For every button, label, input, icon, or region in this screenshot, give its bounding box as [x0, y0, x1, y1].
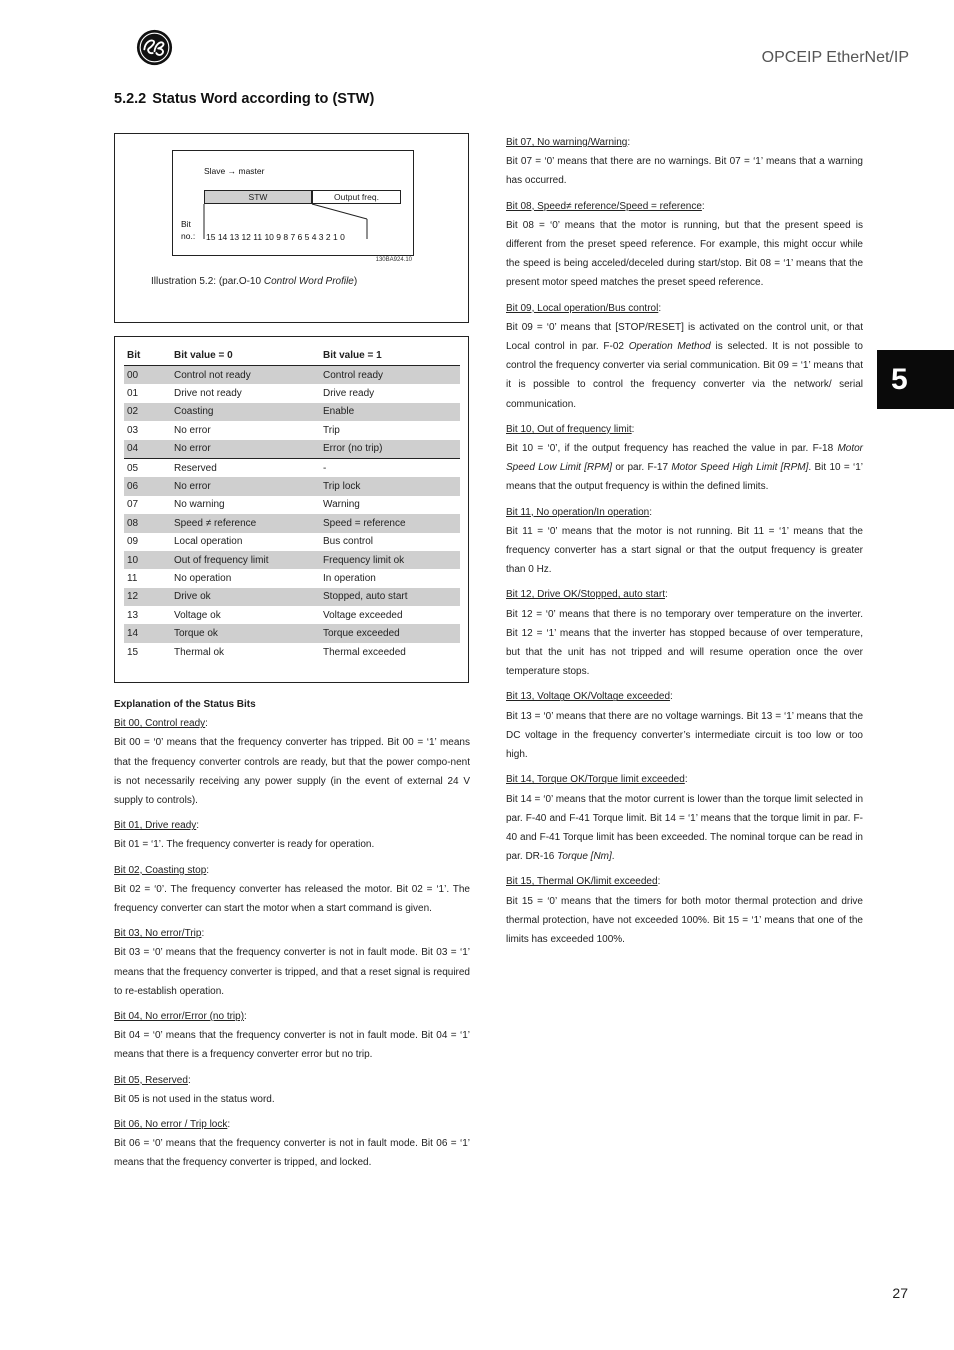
bit-title: Bit 00, Control ready:: [114, 718, 208, 730]
diagram-output-freq-block: Output freq.: [312, 190, 401, 204]
table-cell: No operation: [174, 572, 232, 584]
status-bits-table-frame: [114, 336, 469, 683]
table-cell: 08: [124, 514, 171, 532]
bit-title: Bit 01, Drive ready:: [114, 820, 200, 832]
table-cell: Torque ok: [171, 624, 320, 642]
table-cell: No warning: [174, 499, 225, 511]
table-row: [124, 569, 460, 587]
bit-title: Bit 03, No error/Trip:: [114, 928, 205, 940]
table-row: [124, 606, 460, 624]
table-cell: Error (no trip): [320, 440, 460, 459]
table-row: [124, 366, 460, 385]
table-row: [124, 514, 460, 532]
table-cell: Out of frequency limit: [171, 551, 320, 569]
bit-description: Bit 03 = ‘0’ means that the frequency converter is not in fault mode. Bit 03 = ‘1’ means that the frequency converter is tripped, and that a reset signal is required to re-establish operation.: [114, 947, 470, 997]
table-cell: Control not ready: [171, 366, 320, 385]
table-header-row: [124, 345, 460, 366]
diagram-no-label: no.:: [181, 231, 196, 241]
bit-description: Bit 04 = ‘0’ means that the frequency converter is not in fault mode. Bit 04 = ‘1’ means that there is a frequency converter error but no trip.: [114, 1030, 470, 1061]
table-row: [124, 403, 460, 421]
table-cell: Thermal ok: [174, 646, 225, 658]
table-row: [124, 421, 460, 439]
table-row: [124, 551, 460, 569]
bit-description: Bit 12 = ‘0’ means that there is no temporary over temperature on the inverter. Bit 12 = ‘1’ means that the inverter has stopped because of over temperature, but that the unit has not tripped and will resume operation once the over temperature stops.: [506, 608, 863, 678]
table-cell: Frequency limit ok: [320, 551, 460, 569]
table-cell: Reserved: [174, 462, 217, 474]
bit-title: Bit 15, Thermal OK/limit exceeded:: [506, 876, 661, 888]
illustration-code: 130BA924.10: [375, 257, 412, 263]
bit-description: Bit 09 = ‘0’ means that [STOP/RESET] is activated on the control unit, or that Local control in par. F-02 Operation Method is selected. It is not possible to control the frequency converter via serial communication. Bit 09 = ‘1’ means that it is possible to control the frequency converter via the network/ serial communication.: [506, 321, 863, 410]
bit-title: Bit 09, Local operation/Bus control:: [506, 302, 662, 314]
table-row: [124, 440, 460, 459]
table-cell: 02: [124, 403, 171, 421]
bit-title: Bit 13, Voltage OK/Voltage exceeded:: [506, 691, 673, 703]
table-cell: 13: [127, 609, 139, 621]
bit-title: Bit 08, Speed≠ reference/Speed = reference:: [506, 200, 705, 212]
section-title: Status Word according to (STW): [152, 91, 375, 107]
table-cell: 12: [124, 588, 171, 606]
table-cell: 01: [127, 388, 139, 400]
bit-description: Bit 08 = ‘0’ means that the motor is running, but that the present speed is different from the preset speed reference. For example, this might occur while the speed is being acceled/deceled during start/stop. Bit 08 = ‘1’ means that the present motor speed matches the preset speed reference.: [506, 219, 863, 289]
bit-description: Bit 02 = ‘0’. The frequency converter has released the motor. Bit 02 = ‘1’. The frequency converter can start the motor when a start command is given.: [114, 883, 470, 915]
table-cell: -: [323, 462, 327, 474]
bit-description: Bit 06 = ‘0’ means that the frequency converter is not in fault mode. Bit 06 = ‘1’ means that the frequency converter is tripped, and locked.: [114, 1138, 470, 1169]
table-cell: Trip: [323, 424, 340, 436]
table-cell: Coasting: [171, 403, 320, 421]
illustration-caption: Illustration 5.2: (par.O-10 Control Word Profile): [151, 276, 358, 287]
table-row: [124, 477, 460, 495]
table-cell: Voltage exceeded: [323, 609, 403, 621]
table-cell: 10: [124, 551, 171, 569]
table-cell: No error: [174, 424, 211, 436]
table-cell: 07: [127, 499, 139, 511]
status-word-diagram: [172, 150, 414, 256]
bit-description: Bit 10 = ‘0’, if the output frequency has reached the value in par. F-18 Motor Speed Low Limit [RPM] or par. F-17 Motor Speed High Limit [RPM]. Bit 10 = ‘1’ means that the output frequency is within the defined limits.: [506, 443, 863, 493]
table-cell: No error: [171, 440, 320, 459]
table-cell: Voltage ok: [174, 609, 221, 621]
diagram-slave-master-label: Slave → master: [204, 166, 265, 176]
column-header: Bit: [124, 345, 171, 366]
bit-title: Bit 12, Drive OK/Stopped, auto start:: [506, 589, 668, 601]
diagram-stw-block: STW: [204, 190, 312, 204]
table-row: [124, 496, 460, 514]
diagram-bit-numbers: 15 14 13 12 11 10 9 8 7 6 5 4 3 2 1 0: [206, 232, 345, 242]
bit-title: Bit 14, Torque OK/Torque limit exceeded:: [506, 774, 688, 786]
page-number: 27: [892, 1285, 908, 1301]
table-row: [124, 588, 460, 606]
table-cell: 05: [127, 462, 139, 474]
status-bits-table: [124, 345, 460, 661]
bit-description: Bit 15 = ‘0’ means that the timers for both motor thermal protection and drive thermal protection, have not exceeded 100%. Bit 15 = ‘1’ means that one of the limits has exceeded 100%.: [506, 895, 863, 945]
illustration-frame: [114, 133, 469, 323]
table-cell: Speed ≠ reference: [171, 514, 320, 532]
bit-description: Bit 11 = ‘0’ means that the motor is not running. Bit 11 = ‘1’ means that the frequency converter has a start signal or that the output frequency is greater than 0 Hz.: [506, 525, 863, 576]
bit-title: Bit 04, No error/Error (no trip):: [114, 1011, 247, 1023]
table-cell: Drive ready: [323, 388, 375, 400]
explanation-heading: Explanation of the Status Bits: [114, 699, 256, 710]
table-cell: 04: [124, 440, 171, 459]
table-row: [124, 533, 460, 551]
bit-title: Bit 11, No operation/In operation:: [506, 506, 653, 518]
bit-description: Bit 00 = ‘0’ means that the frequency converter has tripped. Bit 00 = ‘1’ means that the frequency converter controls are ready, but that the power compo-nent is not necessarily receiving any power supply (in the event of external 24 V supply to controls).: [114, 737, 470, 807]
table-cell: 06: [124, 477, 171, 495]
bit-description: Bit 01 = ‘1’. The frequency converter is ready for operation.: [114, 839, 375, 851]
table-cell: Bus control: [323, 536, 374, 548]
table-row: [124, 624, 460, 642]
table-cell: Enable: [320, 403, 460, 421]
table-cell: Control ready: [320, 366, 460, 385]
table-cell: 14: [124, 624, 171, 642]
table-cell: 03: [127, 424, 139, 436]
ge-monogram-icon: [136, 29, 173, 66]
table-row: [124, 643, 460, 661]
table-cell: Torque exceeded: [320, 624, 460, 642]
bit-description: Bit 07 = ‘0’ means that there are no warnings. Bit 07 = ‘1’ means that a warning has occurred.: [506, 156, 863, 187]
table-cell: In operation: [323, 572, 376, 584]
table-cell: No error: [171, 477, 320, 495]
table-cell: Stopped, auto start: [320, 588, 460, 606]
right-text-column: [506, 133, 863, 949]
column-header: Bit value = 0: [171, 345, 320, 366]
table-cell: Warning: [323, 499, 360, 511]
diagram-bit-label: Bit: [181, 219, 191, 229]
table-cell: Local operation: [174, 536, 243, 548]
chapter-tab: 5: [877, 350, 954, 409]
left-text-column: [114, 695, 470, 1173]
bit-title: Bit 05, Reserved:: [114, 1074, 191, 1086]
bit-title: Bit 02, Coasting stop:: [114, 864, 210, 876]
table-cell: 09: [127, 536, 139, 548]
bit-description: Bit 13 = ‘0’ means that there are no voltage warnings. Bit 13 = ‘1’ means that the DC voltage in the frequency converter’s intermediate circuit is too low or too high.: [506, 710, 863, 761]
table-cell: 00: [124, 366, 171, 385]
table-cell: 15: [127, 646, 139, 658]
table-cell: Speed = reference: [320, 514, 460, 532]
table-cell: Drive not ready: [174, 388, 242, 400]
bit-title: Bit 07, No warning/Warning:: [506, 137, 631, 148]
bit-title: Bit 10, Out of frequency limit:: [506, 423, 635, 435]
column-header: Bit value = 1: [320, 345, 460, 366]
table-cell: Drive ok: [171, 588, 320, 606]
bit-description: Bit 14 = ‘0’ means that the motor current is lower than the torque limit selected in par. F-40 and F-41 Torque limit. Bit 14 = ‘1’ means that the torque limit in par. F-40 and F-41 Torque limit has been exceeded. The nominal torque can be read in par. DR-16 Torque [Nm].: [506, 793, 863, 863]
table-row: [124, 384, 460, 402]
bit-description: Bit 05 is not used in the status word.: [114, 1093, 275, 1105]
table-cell: Trip lock: [320, 477, 460, 495]
table-row: [124, 458, 460, 477]
table-cell: Thermal exceeded: [323, 646, 406, 658]
bit-title: Bit 06, No error / Trip lock:: [114, 1119, 231, 1131]
document-header-title: OPCEIP EtherNet/IP: [761, 49, 909, 66]
section-number: 5.2.2: [114, 91, 147, 107]
section-heading: [114, 91, 374, 107]
table-cell: 11: [127, 572, 138, 584]
